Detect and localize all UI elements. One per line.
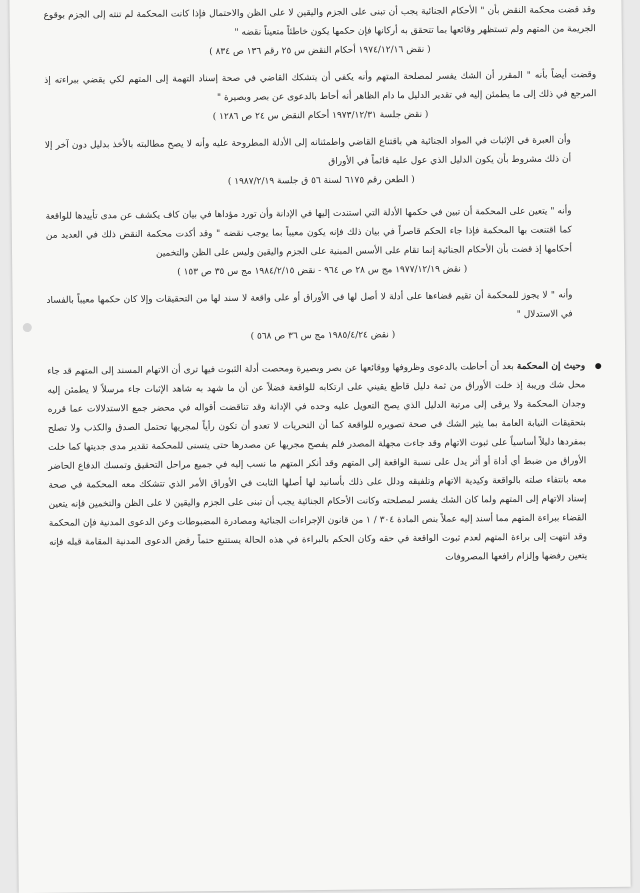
citation-1: ( نقض ١٩٧٤/١٢/١٦ أحكام النقض س ٢٥ رقم ١٣٦ ص ٨٣٤ ) bbox=[209, 44, 431, 58]
paragraph-1: وقد قضت محكمة النقض بأن " الأحكام الجنائية يجب أن تبنى على الجزم واليقين لا على الظن والاحتمال فإذا كانت المحكمة لم تنته إلى الجزم بوقوع الجريمة من المتهم ولم تستظهر وقائعها بما تتحقق به أركانها فإن حكمها يكون خاطئاً متعيناً نقضه " bbox=[43, 5, 596, 38]
citation-3: ( الطعن رقم ٦١٧٥ لسنة ٥٦ ق جلسة ١٩٨٧/٢/١٩ ) bbox=[227, 174, 415, 187]
document-body bbox=[43, 1, 601, 572]
paragraph-5: وأنه " لا يجوز للمحكمة أن تقيم قضاءها على أدلة لا أصل لها في الأوراق أو على واقعة لا سند لها من التحقيقات وإلا كان حكمها معيباً بالفساد في الاستدلال " bbox=[46, 290, 573, 320]
citation-5: ( نقض ١٩٨٥/٤/٢٤ مج س ٣٦ ص ٥٦٨ ) bbox=[250, 330, 396, 342]
paragraph-4: وأنه " يتعين على المحكمة أن تبين في حكمها الأدلة التي استندت إليها في الإدانة وأن تورد مؤداها في بيان كاف يكشف عن مدى تأييدها للواقعة كما اقتنعت بها المحكمة فإذا جاء الحكم قاصراً في بيان ذلك فإنه يكون معيباً بما يوجب نقضه " وقد أكدت محكمة النقض ذلك في العديد من أحكامها إذ قضت بأن الأحكام الجنائية إنما تقام على الأسس المبنية على الجزم واليقين وليس على الظن والتخمين bbox=[45, 206, 573, 259]
paragraph-3: وأن العبرة في الإثبات في المواد الجنائية هي باقتناع القاضي واطمئنانه إلى الأدلة المطروحة عليه وأنه لا يصح مطالبته بالأخذ بدليل دون آخر إلا أن ذلك مشروط بأن يكون الدليل الذي عول عليه قائماً في الأوراق bbox=[44, 135, 572, 167]
paragraph-6 bbox=[47, 357, 601, 572]
paragraph-6-lead: وحيث إن المحكمة bbox=[516, 361, 586, 372]
document-page bbox=[9, 0, 630, 893]
punch-hole-mark bbox=[23, 323, 32, 332]
paragraph-6-text: بعد أن أحاطت بالدعوى وظروفها ووقائعها عن بصر وبصيرة ومحصت أدلة الثبوت فيها ترى أن الاتهام المسند إلى المتهم قد جاء محل شك وريبة إذ خلت الأوراق من ثمة دليل قاطع يقيني على ارتكابه للواقعة فضلاً عن أن ما شهد به شاهد الإثبات جاء مرسلاً لا يطمئن إليه وجدان المحكمة ولا يرقى إلى مرتبة الدليل الذي يصح التعويل عليه وحده في الإدانة وقد تناقضت أقواله في محضر جمع الاستدلالات عما قرره بتحقيقات النيابة العامة بما يثير الشك في صحة تصويره للواقعة كما أن التحريات لا تعدو أن تكون رأياً لمجريها تحتمل الصدق والكذب ولا تصلح بمفردها دليلاً أساسياً على ثبوت الاتهام وقد جاءت مجهلة المصدر فلم يفصح مجريها عن مصدرها حتى يتسنى للمحكمة تقدير مدى جديتها كما خلت الأوراق من ضبط أي أداة أو أثر يدل على نسبة الواقعة إلى المتهم وقد أنكر المتهم ما نسب إليه في جميع مراحل التحقيق وتمسك الدفاع الحاضر معه بانتفاء صلته بالواقعة وكيدية الاتهام وتلفيقه ودلل على ذلك بأسانيد لها أصلها الثابت في الأوراق الأمر الذي تتشكك معه المحكمة في صحة إسناد الاتهام إلى المتهم ولما كان الشك يفسر لمصلحته وكانت الأحكام الجنائية يجب أن تبنى على الجزم واليقين لا على الظن والتخمين فإنه يتعين القضاء ببراءة المتهم مما أسند إليه عملاً بنص المادة ٣٠٤ / ١ من قانون الإجراءات الجنائية ومصادرة المضبوطات وعن الدعوى المدنية فإن المحكمة وقد انتهت إلى براءة المتهم لعدم ثبوت الواقعة في حقه وكان الحكم بالبراءة في هذه الحالة يستتبع حتماً رفض الدعوى المدنية المقامة قبله فإنه يتعين رفضها وإلزام رافعها المصروفات bbox=[47, 361, 588, 563]
citation-2: ( نقض جلسة ١٩٧٣/١٢/٣١ أحكام النقض س ٢٤ ص ١٢٨٦ ) bbox=[212, 109, 429, 123]
paragraph-2: وقضت أيضاً بأنه " المقرر أن الشك يفسر لمصلحة المتهم وأنه يكفي أن يتشكك القاضي في صحة إسناد التهمة إلى المتهم لكي يقضي ببراءته إذ المرجع في ذلك إلى ما يطمئن إليه في تقدير الدليل ما دام الظاهر أنه أحاط بالدعوى عن بصر وبصيرة " bbox=[44, 70, 597, 104]
citation-4: ( نقض ١٩٧٧/١٢/١٩ مج س ٢٨ ص ٩٦٤ - نقض ١٩٨٤/٢/١٥ مج س ٣٥ ص ١٥٣ ) bbox=[177, 264, 468, 278]
bullet-icon bbox=[595, 363, 601, 369]
